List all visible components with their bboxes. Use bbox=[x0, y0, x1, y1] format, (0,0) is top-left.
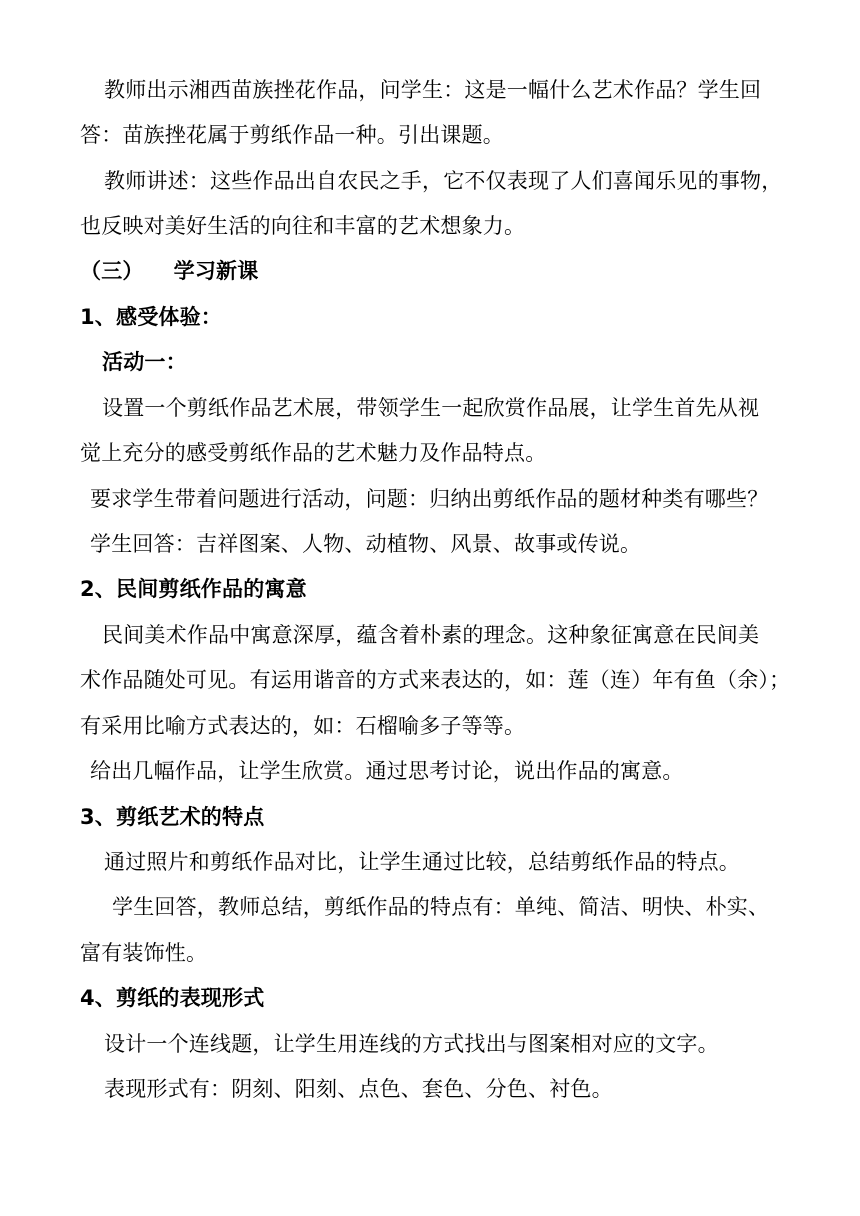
paragraph-line: 觉上充分的感受剪纸作品的艺术魅力及作品特点。 bbox=[80, 441, 547, 465]
section-heading: 1、感受体验： bbox=[80, 305, 223, 329]
paragraph-line: 教师讲述：这些作品出自农民之手，它不仅表现了人们喜闻乐见的事物， bbox=[104, 169, 783, 193]
section-heading: （三） 学习新课 bbox=[80, 259, 259, 283]
paragraph-line: 给出几幅作品，让学生欣赏。通过思考讨论，说出作品的寓意。 bbox=[90, 759, 684, 783]
paragraph-line: 也反映对美好生活的向往和丰富的艺术想象力。 bbox=[80, 214, 526, 238]
paragraph-line: 表现形式有：阴刻、阳刻、点色、套色、分色、衬色。 bbox=[104, 1077, 613, 1101]
paragraph-line: 术作品随处可见。有运用谐音的方式来表达的，如：莲（连）年有鱼（余）； bbox=[80, 668, 791, 692]
paragraph-line: 富有装饰性。 bbox=[80, 941, 208, 965]
section-heading: 2、民间剪纸作品的寓意 bbox=[80, 577, 307, 601]
paragraph-line: 民间美术作品中寓意深厚，蕴含着朴素的理念。这种象征寓意在民间美 bbox=[102, 623, 760, 647]
paragraph-line: 教师出示湘西苗族挫花作品，问学生：这是一幅什么艺术作品？学生回 bbox=[104, 78, 762, 102]
paragraph-line: 有采用比喻方式表达的，如：石榴喻多子等等。 bbox=[80, 714, 526, 738]
paragraph-line: 学生回答：吉祥图案、人物、动植物、风景、故事或传说。 bbox=[90, 532, 642, 556]
paragraph-line: 设置一个剪纸作品艺术展，带领学生一起欣赏作品展，让学生首先从视 bbox=[102, 396, 760, 420]
paragraph-line: 答：苗族挫花属于剪纸作品一种。引出课题。 bbox=[80, 123, 504, 147]
section-heading: 3、剪纸艺术的特点 bbox=[80, 805, 265, 829]
paragraph-line: 学生回答，教师总结，剪纸作品的特点有：单纯、简洁、明快、朴实、 bbox=[112, 895, 770, 919]
activity-heading: 活动一： bbox=[102, 350, 187, 374]
paragraph-line: 要求学生带着问题进行活动，问题：归纳出剪纸作品的题材种类有哪些？ bbox=[90, 487, 769, 511]
paragraph-line: 通过照片和剪纸作品对比，让学生通过比较，总结剪纸作品的特点。 bbox=[104, 850, 740, 874]
section-heading: 4、剪纸的表现形式 bbox=[80, 986, 265, 1010]
paragraph-line: 设计一个连线题，让学生用连线的方式找出与图案相对应的文字。 bbox=[104, 1032, 719, 1056]
